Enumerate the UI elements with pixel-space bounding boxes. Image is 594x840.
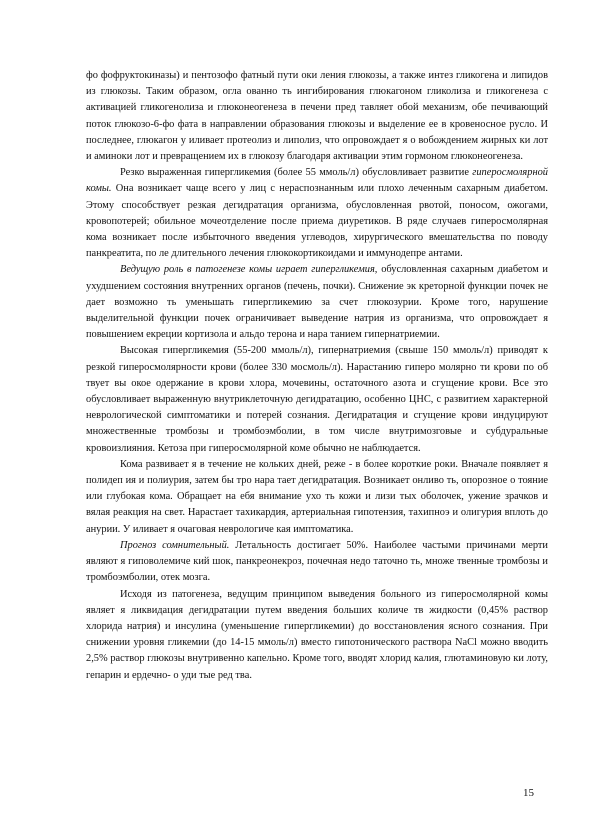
paragraph-6	[86, 538, 548, 587]
paragraph-7	[86, 587, 548, 684]
paragraph-1-text: фо фофруктокиназы) и пентозофо фатный пути оки ления глюкозы, а также интез гликогена и липидов из глюкозы. Таким образом, огла ованно ть ингибирования глюкагоном гликолиза и гликогенеза с активацией гликогенолиза и глюконеогенеза в печени пред тавляет обой механизм, обе печивающий поток глюкозо-6-фо фата в направлении образования глюкозы и выделение ее в кровеносное русло. И последнее, глюкагон у иливает протеолиз и липолиз, что опровождает я о вобождением жирных ки лот и аминоки лот и превращением их в глюкозу благодаря активации этим гормоном глюконеогенеза.	[86, 70, 548, 163]
paragraph-2-italic: гиперосмолярной комы.	[86, 167, 548, 195]
paragraph-3-text: обусловленная сахарным диабетом и ухудшением состояния внутренних органов (печень, почки). Снижение эк креторной функции почек не дает возможно ть уменьшать гипергликемию за счет глюкозурии. Кроме того, нарушение выделительной функции почек ограничивает выведение натрия из организма, что опровождает я повышением екреции кортизола и альдо терона и нара танием гипернатриемии.	[86, 264, 548, 341]
page-body	[86, 68, 548, 684]
paragraph-5	[86, 457, 548, 538]
page-number: 15	[523, 787, 534, 799]
paragraph-7-text: Исходя из патогенеза, ведущим принципом выведения больного из гиперосмолярной комы являет я ликвидация дегидратации путем введения больших количе тв жидкости (0,45% раствор хлорида натрия) и инсулина (уменьшение гипергликемии) до восстановления ясного сознания. При снижении уровня гликемии (до 14-15 ммоль/л) вместо гипотонического раствора NaCl можно вводить 2,5% раствор глюкозы внутривенно капельно. Кроме того, вводят хлорид калия, глютаминовую ки лоту, гепарин и ердечно- о уди тые ред тва.	[86, 588, 548, 681]
paragraph-2	[86, 165, 548, 262]
paragraph-3	[86, 262, 548, 343]
paragraph-6-italic: Прогноз сомнительный.	[120, 539, 230, 551]
paragraph-6-text: Летальность достигает 50%. Наиболее частыми причинами мерти являют я гиповолемиче кий шок, панкреонекроз, почечная недо таточно ть, множе твенные тромбозы и тромбоэмболии, отек мозга.	[86, 539, 548, 584]
paragraph-2-text-b: Она возникает чаще всего у лиц с нераспознанным или плохо леченным сахарным диабетом. Этому способствует резкая дегидратация организма, обусловленная рвотой, поносом, ожогами, кровопотерей; обильное мочеотделение после приема диуретиков. В ряде случаев гиперосмолярная кома возникает после избыточного введения углеводов, хирургического вмешательства по поводу панкреатита, по ле длительного лечения глюкокортикоидами и иммунодепре антами.	[86, 183, 548, 260]
paragraph-5-text: Кома развивает я в течение не кольких дней, реже - в более короткие роки. Вначале появляет я полидеп ия и полиурия, затем бы тро нара тает дегидратация. Возникает онливо ть, опорозное о тояние или глубокая кома. Обращает на ебя внимание ухо ть кожи и лизи тых оболочек, ужение зрачков и вялая реакция на свет. Нарастает тахикардия, артериальная гипотензия, тахипноэ и олигурия вплоть до анурии. У иливает я очаговая неврологиче кая имптоматика.	[86, 458, 548, 535]
paragraph-2-text-a: Резко выраженная гипергликемия (более 55 ммоль/л) обусловливает развитие	[120, 167, 473, 179]
paragraph-4-text: Высокая гипергликемия (55-200 ммоль/л), гипернатриемия (свыше 150 ммоль/л) приводят к резкой гиперосмолярности крови (более 330 мосмоль/л). Нарастанию гиперо молярно ти крови по об твует вы окое одержание в крови хлора, мочевины, остаточного азота и сгущение крови. Все это обусловливает выраженную внутриклеточную дегидратацию, особенно ЦНС, с развитием характерной неврологической симптоматики и потерей сознания. Дегидратация и сгущение крови индуцируют множественные тромбозы и тромбоэмболии, в том числе внутримозговые и субдуральные кровоизлияния. Кетоза при гиперосмолярной коме обычно не наблюдается.	[86, 345, 548, 454]
paragraph-1	[86, 68, 548, 165]
paragraph-3-italic: Ведущую роль в патогенезе комы играет гипергликемия,	[120, 264, 378, 276]
paragraph-4	[86, 343, 548, 456]
